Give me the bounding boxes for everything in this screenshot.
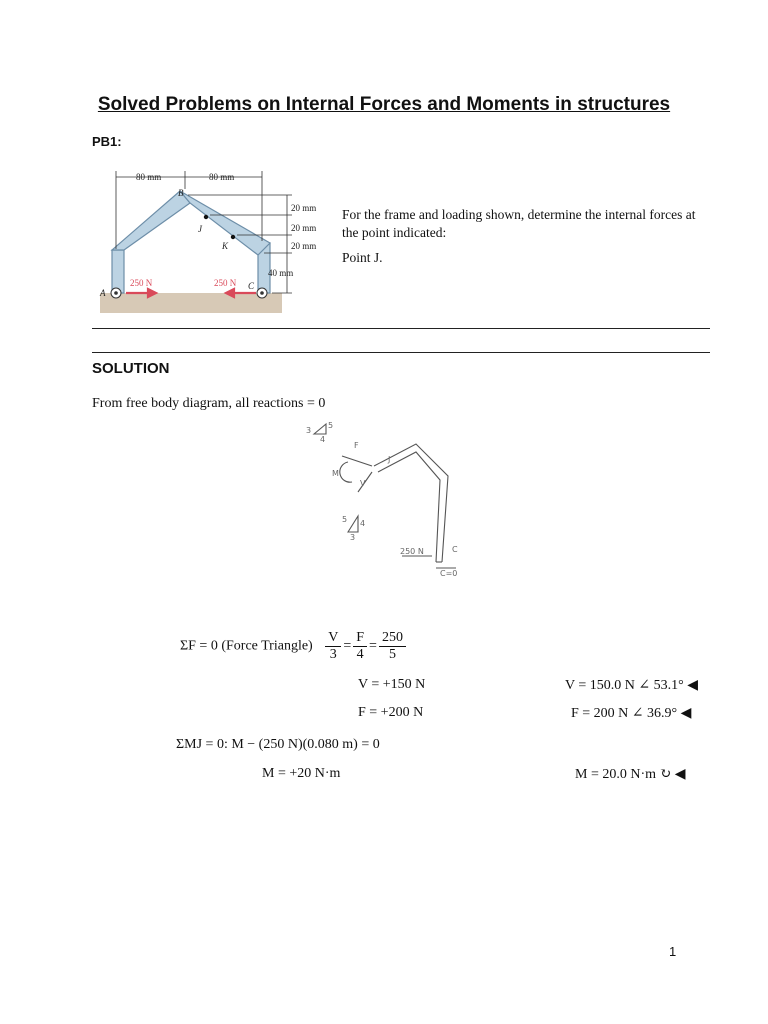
fbd-label-M: M [332, 469, 339, 478]
dim-right-1: 20 mm [291, 203, 317, 213]
force-right-label: 250 N [214, 278, 237, 288]
frac3-num: 250 [379, 630, 406, 647]
ground [100, 293, 282, 313]
tri1-a: 3 [306, 426, 312, 435]
moment-equation: ΣMJ = 0: M − (250 N)(0.080 m) = 0 [176, 737, 380, 752]
solution-heading: SOLUTION [92, 360, 170, 377]
point-indicated: Point J. [342, 250, 383, 265]
left-leg [112, 250, 124, 293]
left-rafter [112, 191, 190, 250]
frac2-num: F [353, 630, 367, 647]
label-J: J [198, 224, 202, 234]
dim-top-left: 80 mm [136, 172, 162, 182]
fbd-label-F: F [354, 441, 359, 450]
label-B: B [178, 188, 184, 198]
f-result: F = 200 N ∠ 36.9° ◀ [571, 706, 692, 721]
divider-line [92, 352, 710, 353]
fbd-label-V: V [360, 479, 366, 488]
frac1-den: 3 [329, 647, 337, 662]
label-C: C [248, 281, 255, 291]
fbd-reaction: C=0 [440, 569, 458, 578]
page-number: 1 [669, 944, 677, 959]
divider-line [92, 328, 710, 329]
tri1-b: 4 [320, 435, 326, 444]
f-equation: F = +200 N [358, 705, 424, 720]
free-body-diagram [296, 420, 486, 580]
tri1-c: 5 [328, 421, 334, 430]
force-left-label: 250 N [130, 278, 153, 288]
frac1-num: V [325, 630, 341, 647]
fbd-statement: From free body diagram, all reactions = 0 [92, 396, 326, 411]
problem-label: PB1: [92, 134, 122, 149]
frame-diagram [92, 165, 342, 320]
dim-top-right: 80 mm [209, 172, 235, 182]
v-equation: V = +150 N [358, 677, 426, 692]
m-equation: M = +20 N·m [262, 766, 341, 781]
m-result: M = 20.0 N·m ↻ ◀ [575, 767, 686, 782]
fbd-force: 250 N [400, 547, 424, 556]
page-title: Solved Problems on Internal Forces and Moments in structures [97, 94, 671, 115]
dim-right-2: 20 mm [291, 223, 317, 233]
tri2-c: 3 [350, 533, 356, 542]
tri2-b: 4 [360, 519, 366, 528]
frac3-den: 5 [388, 647, 396, 662]
point-J [204, 215, 208, 219]
point-K [231, 235, 235, 239]
problem-statement: For the frame and loading shown, determine the internal forces at the point indicated: [342, 207, 696, 240]
fbd-label-C: C [452, 545, 458, 554]
label-K: K [222, 241, 229, 251]
dim-right-4: 40 mm [268, 268, 294, 278]
v-result: V = 150.0 N ∠ 53.1° ◀ [565, 678, 698, 693]
fbd-label-J: J [388, 455, 391, 464]
force-triangle-equation: ΣF = 0 (Force Triangle) $\frac{V}{3}$ = $\frac{F}{4}$ = $\frac{250}{5}$ [180, 630, 408, 663]
frac2-den: 4 [356, 647, 364, 662]
label-A: A [100, 288, 106, 298]
dim-right-3: 20 mm [291, 241, 317, 251]
tri2-a: 5 [342, 515, 348, 524]
sum-f-label: ΣF = 0 (Force Triangle) [180, 638, 313, 654]
